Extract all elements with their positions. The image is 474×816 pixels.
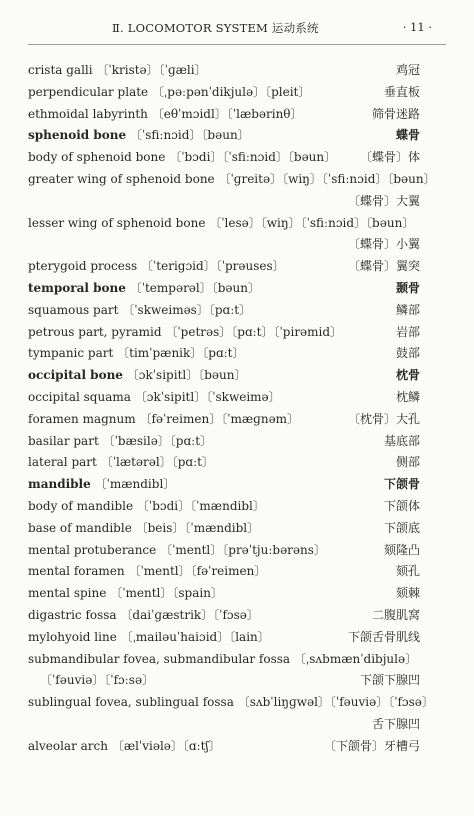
- glossary-entry: [28, 82, 420, 104]
- term-english: ethmoidal labyrinth: [28, 106, 148, 121]
- term-chinese: 颏孔: [395, 564, 420, 579]
- term-phonetic: 〔ˈbɔdi〕〔ˈsfiːnɔid〕〔bəun〕: [169, 150, 337, 165]
- glossary-entry: [28, 692, 434, 736]
- term-phonetic: 〔ˈsfiːnɔid〕〔bəun〕: [129, 128, 250, 143]
- term-english: foramen magnum: [28, 411, 136, 426]
- term-chinese: 〔枕骨〕大孔: [347, 411, 420, 426]
- term-chinese: 下颌体: [383, 498, 420, 513]
- glossary-entry: [28, 322, 420, 344]
- term-phonetic: 〔ælˈviələ〕〔ɑːtʃ〕: [111, 738, 221, 753]
- glossary-entry: [28, 583, 420, 605]
- term-chinese: 鼓部: [395, 346, 420, 361]
- glossary-entry: [28, 409, 420, 431]
- term-phonetic: 〔ˈɡreitə〕〔wiŋ〕〔ˈsfiːnɔid〕〔bəun〕: [218, 171, 436, 186]
- term-chinese: 岩部: [395, 324, 420, 339]
- glossary-entry: [28, 431, 420, 453]
- term-chinese: 枕鳞: [395, 389, 420, 404]
- term-english: tympanic part: [28, 346, 114, 361]
- term-phonetic: 〔eθˈmɔidl〕〔ˈlæbərinθ〕: [151, 106, 303, 121]
- term-chinese: 〔蝶骨〕小翼: [347, 237, 420, 252]
- running-title: Ⅱ. LOCOMOTOR SYSTEM 运动系统: [112, 21, 319, 35]
- term-english: petrous part, pyramid: [28, 324, 162, 339]
- term-chinese: 颞骨: [395, 280, 420, 295]
- term-english: body of sphenoid bone: [28, 150, 166, 165]
- glossary-entry: [28, 256, 420, 278]
- term-chinese: 垂直板: [383, 84, 420, 99]
- term-phonetic: 〔ˈbɔdi〕〔ˈmændibl〕: [136, 498, 265, 513]
- glossary-entry: [28, 627, 420, 649]
- glossary-entry: [28, 518, 420, 540]
- glossary-entry: [28, 300, 420, 322]
- term-phonetic: 〔ˈlætərəl〕〔pɑːt〕: [100, 455, 214, 470]
- glossary-entry: [28, 104, 420, 126]
- term-english: perpendicular plate: [28, 84, 149, 99]
- term-phonetic: 〔sʌbˈliŋɡwəl〕〔ˈfəuviə〕〔ˈfɔsə〕: [237, 695, 434, 710]
- glossary-list: [28, 60, 436, 758]
- term-phonetic: 〔ˈskweiməs〕〔pɑːt〕: [122, 302, 252, 317]
- term-phonetic: 〔ˈterigɔid〕〔ˈprəuses〕: [140, 259, 285, 274]
- term-english: sublingual fovea, sublingual fossa: [28, 695, 234, 710]
- term-english: occipital bone: [28, 368, 123, 383]
- term-english: crista galli: [28, 63, 93, 77]
- term-english: mandible: [28, 477, 91, 492]
- term-chinese: 舌下腺凹: [371, 716, 420, 731]
- term-chinese: 〔蝶骨〕体: [359, 150, 420, 165]
- term-chinese: 蝶骨: [395, 128, 420, 143]
- term-english: digastric fossa: [28, 607, 117, 622]
- glossary-entry: [28, 125, 420, 147]
- term-phonetic: 〔ˌpəːpənˈdikjulə〕〔pleit〕: [151, 84, 311, 99]
- term-chinese: 侧部: [395, 455, 420, 470]
- term-english: sphenoid bone: [28, 128, 127, 143]
- glossary-entry: [28, 496, 420, 518]
- glossary-entry: [28, 605, 420, 627]
- term-phonetic: 〔timˈpænik〕〔pɑːt〕: [117, 346, 245, 361]
- term-english: lateral part: [28, 455, 97, 470]
- term-phonetic: 〔ˌmailəuˈhaiɔid〕〔lain〕: [120, 629, 270, 644]
- term-chinese: 下颌舌骨肌线: [347, 629, 420, 644]
- term-chinese: 二腹肌窝: [371, 607, 420, 622]
- glossary-entry: [28, 147, 420, 169]
- term-english: lesser wing of sphenoid bone: [28, 215, 206, 230]
- term-english: body of mandible: [28, 498, 134, 513]
- term-english: squamous part: [28, 302, 119, 317]
- page-number: · 11 ·: [402, 20, 432, 34]
- term-english: greater wing of sphenoid bone: [28, 171, 215, 186]
- glossary-entry: [28, 561, 420, 583]
- term-english: alveolar arch: [28, 738, 108, 753]
- term-phonetic: 〔ɔkˈsipitl〕〔bəun〕: [126, 368, 247, 383]
- glossary-entry: [28, 169, 436, 213]
- term-phonetic: 〔ˈmændibl〕: [94, 477, 176, 492]
- term-chinese: 颏棘: [395, 586, 420, 601]
- term-phonetic: 〔ˈbæsilə〕〔pɑːt〕: [102, 433, 213, 448]
- term-phonetic: 〔ˈmentl〕〔prəˈtjuːbərəns〕: [160, 542, 326, 557]
- term-phonetic: 〔ˈkristə〕〔ˈɡæli〕: [96, 63, 207, 77]
- term-english: mental protuberance: [28, 542, 157, 557]
- page-header: [28, 18, 446, 40]
- term-phonetic: 〔beis〕〔ˈmændibl〕: [135, 520, 260, 535]
- glossary-entry: [28, 474, 420, 496]
- glossary-entry: [28, 343, 420, 365]
- glossary-entry: [28, 736, 420, 758]
- glossary-entry: [28, 278, 420, 300]
- glossary-entry: [28, 649, 420, 693]
- term-chinese: 〔蝶骨〕大翼: [347, 193, 420, 208]
- term-english: mental foramen: [28, 564, 125, 579]
- header-rule: [28, 44, 446, 45]
- term-chinese: 颏隆凸: [383, 542, 420, 557]
- glossary-entry: [28, 452, 420, 474]
- term-chinese: 枕骨: [395, 368, 420, 383]
- term-english: mental spine: [28, 586, 107, 601]
- term-phonetic: 〔ˈtempərəl〕〔bəun〕: [129, 280, 260, 295]
- term-english: mylohyoid line: [28, 629, 117, 644]
- term-chinese: 鸡冠: [395, 63, 420, 77]
- glossary-entry: [28, 365, 420, 387]
- glossary-entry: [28, 60, 420, 82]
- term-phonetic: 〔ɔkˈsipitl〕〔ˈskweimə〕: [134, 389, 281, 404]
- term-phonetic: 〔daiˈɡæstrik〕〔ˈfɔsə〕: [120, 607, 259, 622]
- term-chinese: 〔下颌骨〕牙槽弓: [323, 738, 420, 753]
- term-chinese: 筛骨迷路: [371, 106, 420, 121]
- glossary-entry: [28, 540, 420, 562]
- term-chinese: 下颌下腺凹: [359, 673, 420, 688]
- term-english: submandibular fovea, submandibular fossa: [28, 651, 291, 666]
- glossary-entry: [28, 213, 420, 257]
- term-phonetic: 〔ˈmentl〕〔fəˈreimen〕: [128, 564, 267, 579]
- term-english: basilar part: [28, 433, 99, 448]
- term-phonetic: 〔ˈmentl〕〔spain〕: [110, 586, 223, 601]
- glossary-entry: [28, 387, 420, 409]
- term-chinese: 〔蝶骨〕翼突: [347, 259, 420, 274]
- term-phonetic: 〔ˈpetrəs〕〔pɑːt〕〔ˈpirəmid〕: [165, 324, 343, 339]
- term-phonetic-continued: 〔ˈfəuviə〕〔ˈfɔːsə〕: [40, 673, 155, 688]
- term-phonetic: 〔ˌsʌbmænˈdibjulə〕: [293, 651, 418, 666]
- term-english: occipital squama: [28, 389, 131, 404]
- term-english: base of mandible: [28, 520, 132, 535]
- term-chinese: 下颌骨: [383, 477, 420, 492]
- term-chinese: 基底部: [383, 433, 420, 448]
- term-phonetic: 〔fəˈreimen〕〔ˈmæɡnəm〕: [139, 411, 300, 426]
- term-english: temporal bone: [28, 280, 126, 295]
- term-chinese: 鳞部: [395, 302, 420, 317]
- term-phonetic: 〔ˈlesə〕〔wiŋ〕〔ˈsfiːnɔid〕〔bəun〕: [209, 215, 415, 230]
- term-english: pterygoid process: [28, 259, 138, 274]
- term-chinese: 下颌底: [383, 520, 420, 535]
